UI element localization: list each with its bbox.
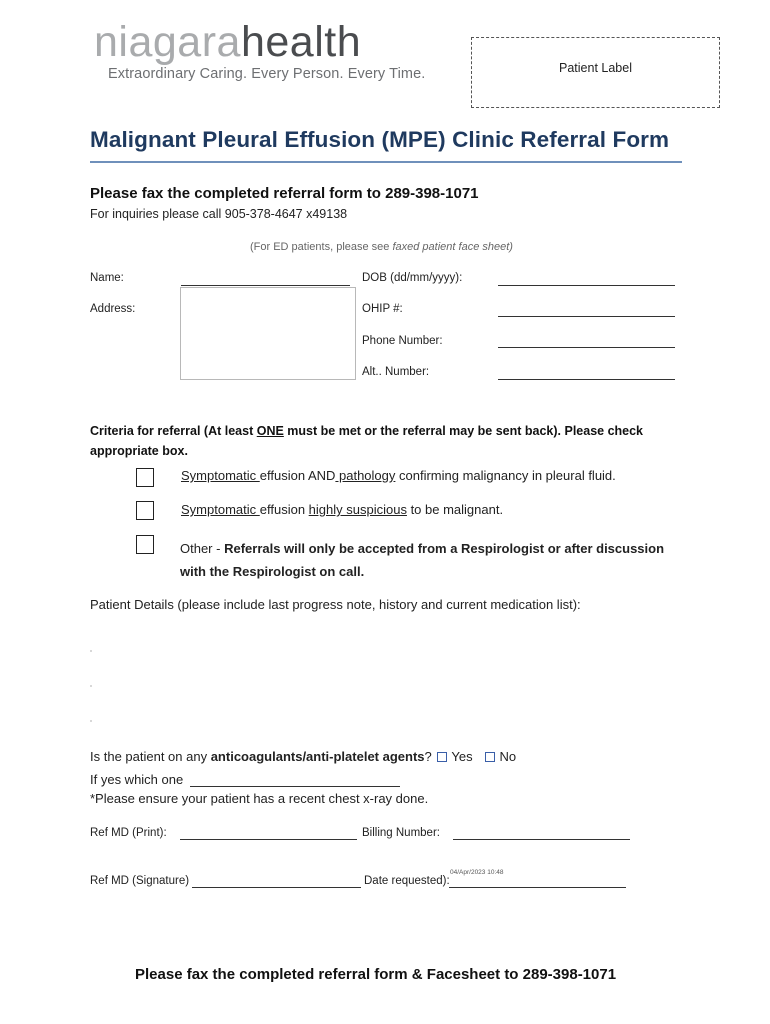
opt1-text1: effusion AND [259, 468, 336, 483]
logo-word-niagara: niagara [94, 18, 241, 66]
phone-field[interactable] [498, 347, 675, 348]
form-title: Malignant Pleural Effusion (MPE) Clinic Referral Form [90, 127, 670, 152]
billing-number-field[interactable] [453, 839, 630, 840]
opt3-prefix: Other - [180, 541, 225, 556]
criteria-option-3 [180, 537, 690, 583]
opt3-bold: Referrals will only be accepted from a Respirologist or after discussion with the Respirologist on call. [180, 541, 665, 579]
criteria-heading-part1: Criteria for referral (At least [90, 424, 257, 438]
criteria-heading-one: ONE [256, 424, 284, 438]
alt-number-field[interactable] [498, 379, 675, 380]
anticoag-no-checkbox[interactable] [485, 752, 495, 762]
opt1-symptomatic: Symptomatic [181, 468, 260, 483]
anticoag-which-field[interactable] [190, 786, 400, 787]
ohip-label: OHIP #: [362, 303, 403, 315]
anticoag-which-label: If yes which one [90, 772, 184, 787]
billing-number-label: Billing Number: [362, 827, 440, 839]
anticoag-yes-checkbox[interactable] [437, 752, 447, 762]
opt2-highly-suspicious: highly suspicious [308, 502, 407, 517]
niagara-health-logo [92, 18, 426, 88]
dob-field[interactable] [498, 285, 675, 286]
criteria-checkbox-1[interactable] [136, 468, 154, 487]
ref-md-signature-field[interactable] [192, 887, 361, 888]
criteria-checkbox-3[interactable] [136, 535, 154, 554]
date-requested-label: Date requested): [364, 875, 450, 887]
alt-number-label: Alt.. Number: [362, 366, 430, 378]
patient-label-text: Patient Label [559, 60, 632, 75]
anticoag-bold: anticoagulants/anti-platelet agents [210, 749, 425, 764]
anticoag-prefix: Is the patient on any [90, 749, 211, 764]
ed-note-prefix: (For ED patients, please see [250, 241, 393, 253]
opt2-symptomatic: Symptomatic [181, 502, 260, 517]
xray-note: *Please ensure your patient has a recent chest x-ray done. [90, 791, 429, 806]
logo-word-health: health [240, 18, 362, 66]
anticoag-suffix: ? [424, 749, 432, 764]
criteria-option-2 [181, 502, 503, 517]
patient-details-label: Patient Details (please include last progress note, history and current medication list): [90, 597, 581, 612]
anticoag-no-label: No [499, 749, 517, 764]
logo-wordmark [94, 16, 361, 68]
ref-md-print-field[interactable] [180, 839, 357, 840]
dob-label: DOB (dd/mm/yyyy): [362, 272, 463, 284]
criteria-checkbox-2[interactable] [136, 501, 154, 520]
name-field[interactable] [181, 285, 350, 286]
criteria-option-1 [181, 468, 616, 483]
inquiry-phone: For inquiries please call 905-378-4647 x49138 [90, 207, 348, 221]
criteria-heading-part2: must be met or the referral may be sent back). Please check appropriate box. [90, 424, 644, 458]
patient-details-area[interactable] [90, 620, 690, 730]
opt1-pathology: pathology [335, 468, 396, 483]
address-field[interactable] [180, 287, 356, 380]
ref-md-print-label: Ref MD (Print): [90, 827, 167, 839]
date-requested-value: 04/Apr/2023 10:48 [450, 869, 504, 876]
anticoag-yes-label: Yes [451, 749, 473, 764]
patient-label-box[interactable] [471, 37, 720, 108]
ref-md-signature-label: Ref MD (Signature) [90, 875, 190, 887]
ed-patient-note [250, 241, 513, 253]
criteria-heading [90, 421, 690, 461]
opt2-text2: to be malignant. [406, 502, 504, 517]
phone-label: Phone Number: [362, 335, 443, 347]
title-divider [90, 161, 682, 163]
name-label: Name: [90, 272, 124, 284]
address-label: Address: [90, 303, 136, 315]
anticoag-question [90, 749, 516, 764]
date-requested-field[interactable] [449, 887, 626, 888]
ohip-field[interactable] [498, 316, 675, 317]
ed-note-italic: faxed patient face sheet) [392, 241, 513, 253]
opt1-text2: confirming malignancy in pleural fluid. [395, 468, 616, 483]
fax-instruction: Please fax the completed referral form to 289-398-1071 [90, 185, 479, 202]
logo-tagline: Extraordinary Caring. Every Person. Every Time. [108, 66, 426, 82]
footer-fax-instruction: Please fax the completed referral form & Facesheet to 289-398-1071 [135, 966, 617, 983]
opt2-text1: effusion [259, 502, 309, 517]
